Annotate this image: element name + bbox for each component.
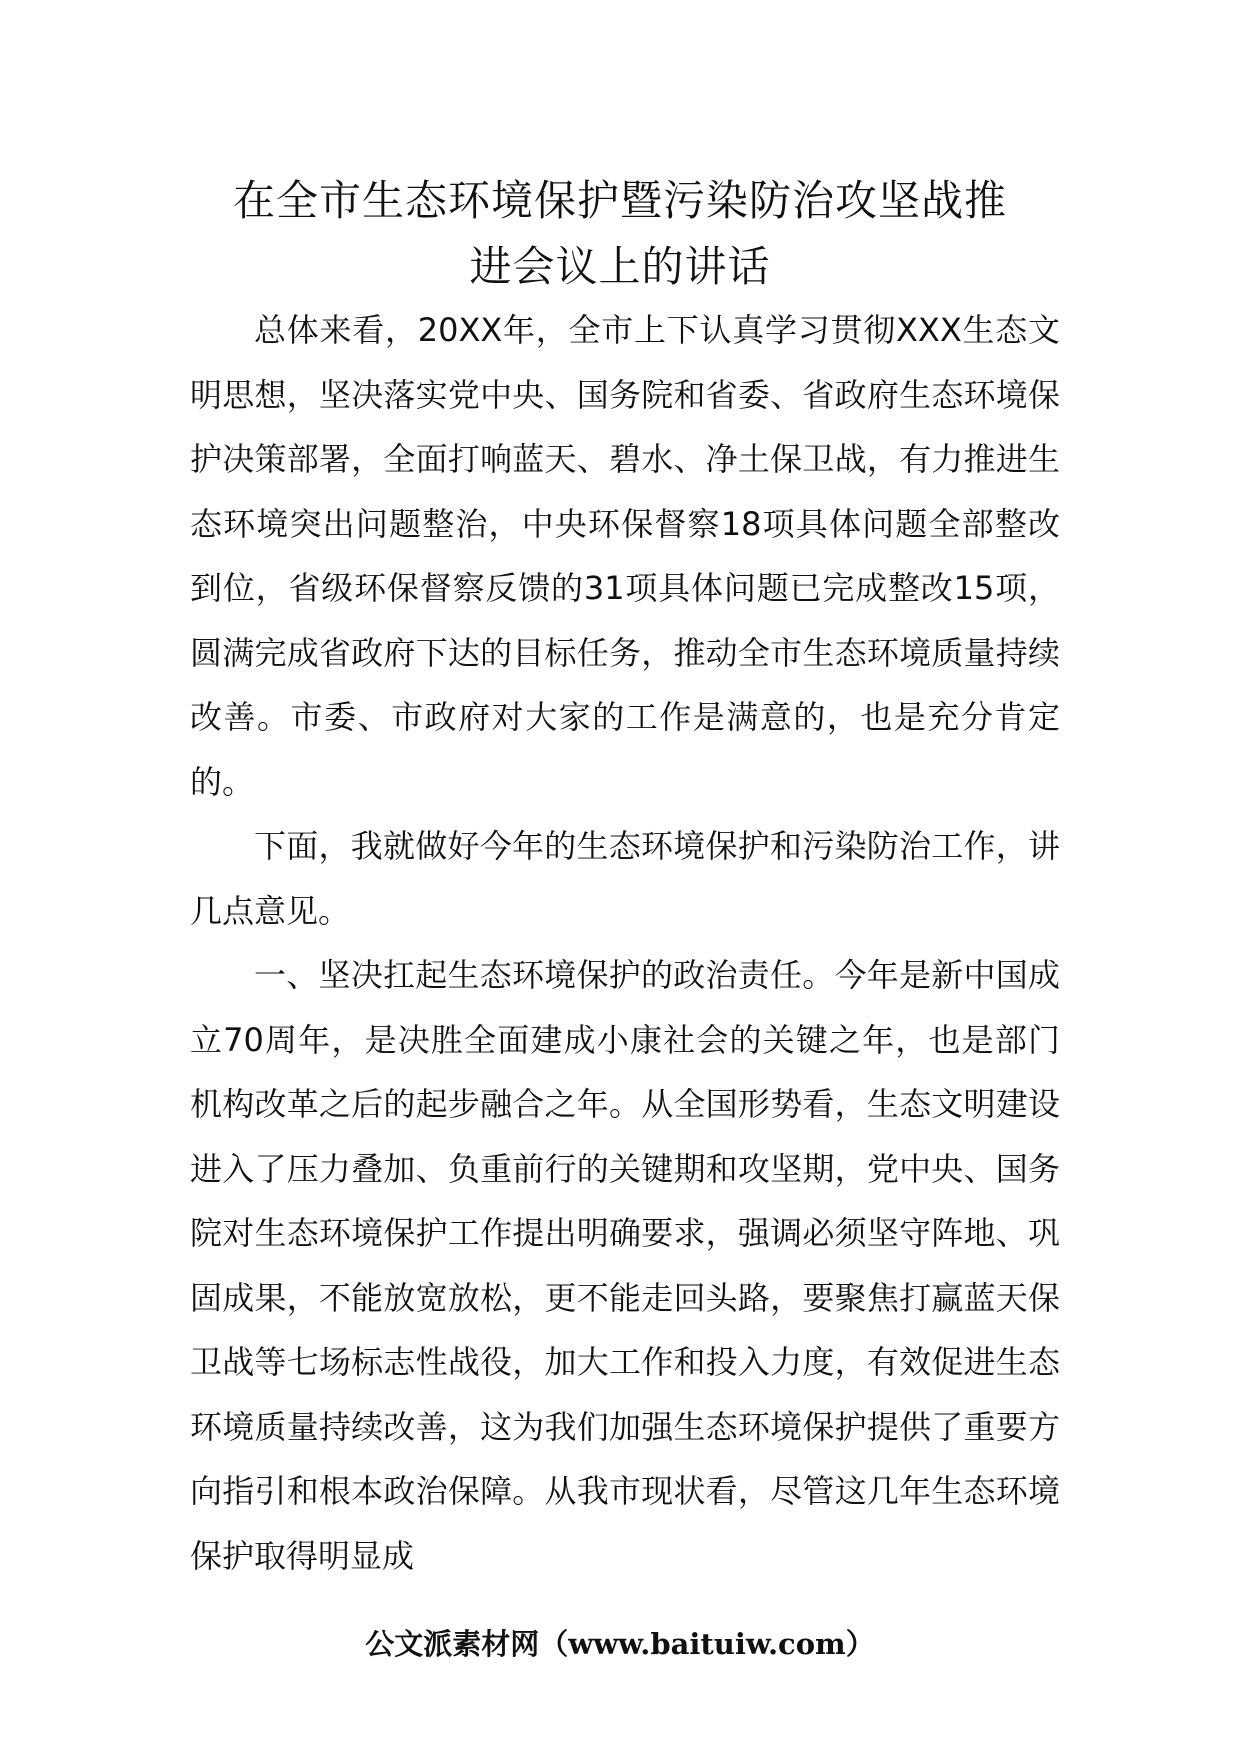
- title-line-2: 进会议上的讲话: [469, 242, 771, 291]
- page-title: [150, 168, 1090, 300]
- footer-watermark: 公文派素材网（www.baituiw.com）: [365, 1627, 875, 1661]
- paragraph-intro: 下面，我就做好今年的生态环境保护和污染防治工作，讲几点意见。: [190, 827, 1060, 930]
- document-body: [190, 298, 1060, 1588]
- title-line-1: 在全市生态环境保护暨污染防治攻坚战推: [232, 176, 1007, 225]
- paragraph-summary: 总体来看，20XX年，全市上下认真学习贯彻XXX生态文明思想，坚决落实党中央、国务院和省委、省政府生态环境保护决策部署，全面打响蓝天、碧水、净土保卫战，有力推进生态环境突出问题整治，中央环保督察18项具体问题全部整改到位，省级环保督察反馈的31项具体问题已完成整改15项，圆满完成省政府下达的目标任务，推动全市生态环境质量持续改善。市委、市政府对大家的工作是满意的，也是充分肯定的。: [190, 311, 1060, 801]
- paragraph-section-one: 一、坚决扛起生态环境保护的政治责任。今年是新中国成立70周年，是决胜全面建成小康社会的关键之年，也是部门机构改革之后的起步融合之年。从全国形势看，生态文明建设进入了压力叠加、负重前行的关键期和攻坚期，党中央、国务院对生态环境保护工作提出明确要求，强调必须坚守阵地、巩固成果，不能放宽放松，更不能走回头路，要聚焦打赢蓝天保卫战等七场标志性战役，加大工作和投入力度，有效促进生态环境质量持续改善，这为我们加强生态环境保护提供了重要方向指引和根本政治保障。从我市现状看，尽管这几年生态环境保护取得明显成: [190, 956, 1060, 1575]
